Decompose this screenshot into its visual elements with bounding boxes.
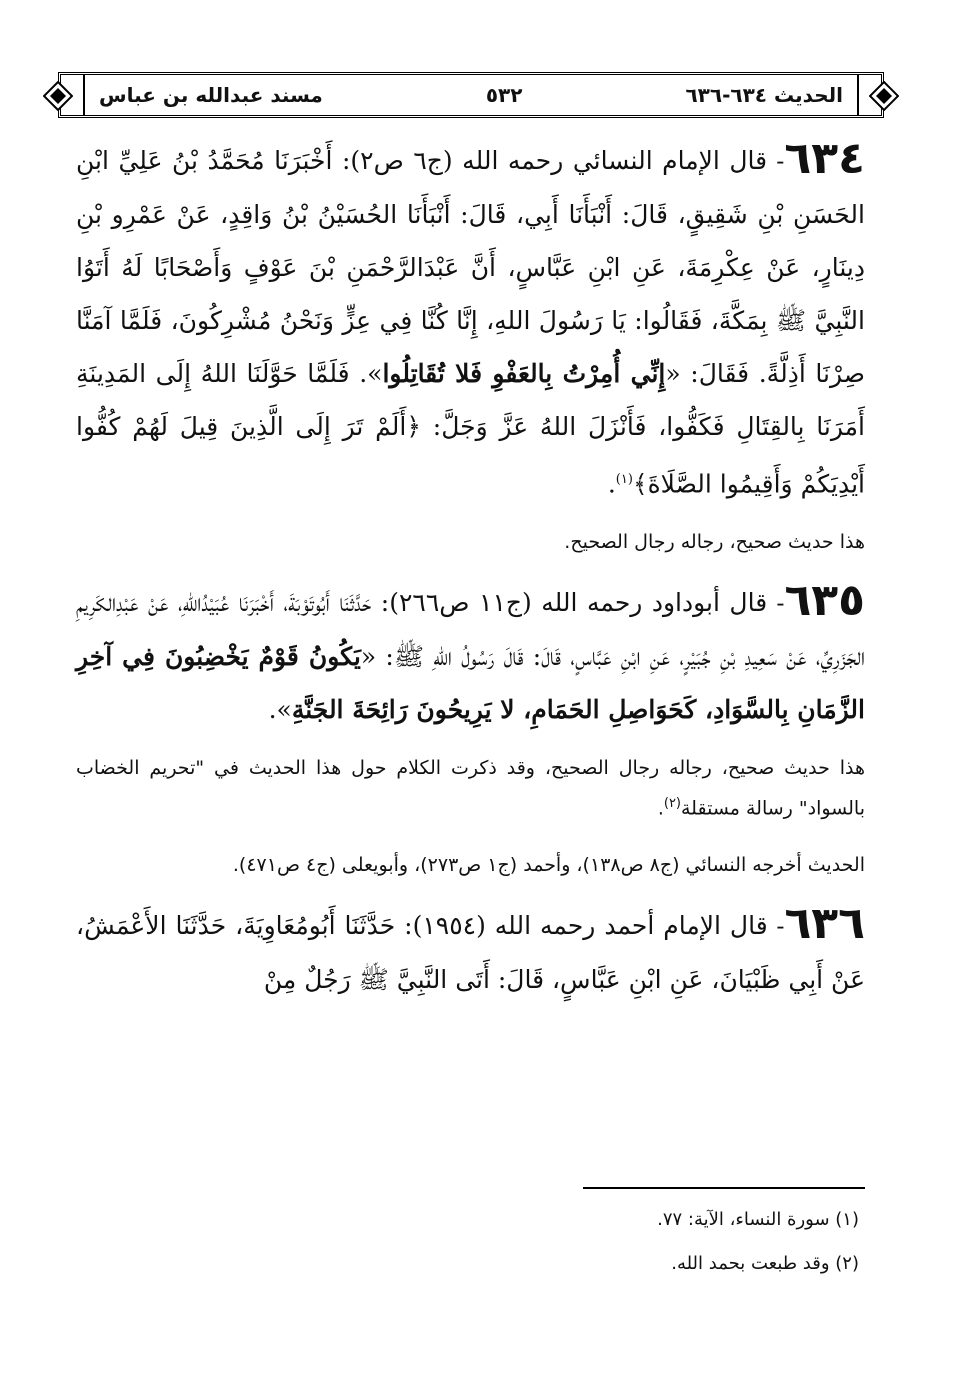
hadith-quote: يَكُونُ قَوْمٌ يَخْضِبُونَ فِي آخِرِ الزَّمَانِ بِالسَّوَادِ، كَحَوَاصِلِ الحَمَامِ، لا يَرِيحُونَ رَائِحَةَ الجَنَّةِ <box>76 642 865 725</box>
hadith-text: قال الإمام أحمد رحمه الله (١٩٥٤): حَدَّثَنَا أَبُومُعَاوِيَةَ، حَدَّثَنَا الأَعْمَشُ، عَنْ أَبِي ظَبْيَانَ، عَنِ ابْنِ عَبَّاسٍ، قَالَ: أَتَى النَّبِيَّ ﷺ رَجُلٌ مِنْ <box>76 910 865 994</box>
header-chapter: الحديث ٦٣٤-٦٣٦ <box>685 83 843 107</box>
hadith-quote: إِنِّي أُمِرْتُ بِالعَفْوِ فَلا تُقَاتِلُوا <box>382 359 666 388</box>
hadith-number: ٦٣٤ <box>784 133 865 184</box>
hadith-number: ٦٣٥ <box>784 575 866 627</box>
ornament-icon <box>43 81 73 111</box>
hadith-635: ٦٣٥- قال أبوداود رحمه الله (ج١١ ص٢٦٦): حَدَّثَنَا أَبُوتَوْبَةَ، أَخْبَرَنَا عُبَيْدُاللهِ، عَنْ عَبْدِالكَرِيمِ الجَزَرِيِّ، عَنْ سَعِيدِ بْنِ جُبَيْرٍ، عَنِ ابْنِ عَبَّاسٍ، قَالَ: قَالَ رَسُولُ اللهِ ﷺ: «يَكُونُ قَوْمٌ يَخْضِبُونَ فِي آخِرِ الزَّمَانِ بِالسَّوَادِ، كَحَوَاصِلِ الحَمَامِ، لا يَرِيحُونَ رَائِحَةَ الجَنَّةِ». <box>76 575 866 725</box>
ornament-icon <box>869 81 899 111</box>
hadith-634: ٦٣٤- قال الإمام النسائي رحمه الله (ج٦ ص٢): أَخْبَرَنَا مُحَمَّدُ بْنُ عَلِيِّ ابْنِ الحَسَنِ بْنِ شَقِيقٍ، قَالَ: أَنْبَأَنَا أَبِي، قَالَ: أَنْبَأَنَا الحُسَيْنُ بْنُ وَاقِدٍ، عَنْ عَمْرِو بْنِ دِينَارٍ، عَنْ عِكْرِمَةَ، عَنِ ابْنِ عَبَّاسٍ، أَنَّ عَبْدَالرَّحْمَنِ بْنَ عَوْفٍ وَأَصْحَابًا لَهُ أَتَوُا النَّبِيَّ ﷺ بِمَكَّةَ، فَقَالُوا: يَا رَسُولَ اللهِ، إِنَّا كُنَّا فِي عِزٍّ وَنَحْنُ مُشْرِكُونَ، فَلَمَّا آمَنَّا صِرْنَا أَذِلَّةً. فَقَالَ: «إِنِّي أُمِرْتُ بِالعَفْوِ فَلا تُقَاتِلُوا». فَلَمَّا حَوَّلَنَا اللهُ إِلَى المَدِينَةِ أَمَرَنَا بِالقِتَالِ فَكَفُّوا، فَأَنْزَلَ اللهُ عَزَّ وَجَلَّ: ﴿أَلَمْ تَرَ إِلَى الَّذِينَ قِيلَ لَهُمْ كُفُّوا أَيْدِيَكُمْ وَأَقِيمُوا الصَّلَاةَ﴾$^{(١)}$. <box>76 133 865 499</box>
hadith-text: قال أبوداود رحمه الله (ج١١ ص٢٦٦): حَدَّثَنَا أَبُوتَوْبَةَ، أَخْبَرَنَا عُبَيْدُاللهِ، عَنْ عَبْدِالكَرِيمِ الجَزَرِيِّ، عَنْ سَعِيدِ بْنِ جُبَيْرٍ، عَنِ ابْنِ عَبَّاسٍ، قَالَ: قَالَ رَسُولُ اللهِ ﷺ: « <box>76 588 865 672</box>
footnote-divider <box>583 1187 865 1189</box>
footnote-ref: (٢) <box>663 796 681 812</box>
page-number: ٥٣٢ <box>485 83 523 107</box>
takhrij-note: الحديث أخرجه النسائي (ج٨ ص١٣٨)، وأحمد (ج١ ص٢٧٣)، وأبويعلى (ج٤ ص٤٧١). <box>232 853 865 876</box>
page-header <box>58 72 884 118</box>
footnote-2: (٢) وقد طبعت بحمد الله. <box>671 1253 859 1274</box>
hadith-636: ٦٣٦- قال الإمام أحمد رحمه الله (١٩٥٤): حَدَّثَنَا أَبُومُعَاوِيَةَ، حَدَّثَنَا الأَعْمَشُ، عَنْ أَبِي ظَبْيَانَ، عَنِ ابْنِ عَبَّاسٍ، قَالَ: أَتَى النَّبِيَّ ﷺ رَجُلٌ مِنْ <box>76 897 866 994</box>
grading-note: هذا حديث صحيح، رجاله رجال الصحيح. <box>564 531 865 554</box>
footnote-ref: (١) <box>615 472 633 487</box>
hadith-text-cont: ». فَلَمَّا حَوَّلَنَا اللهُ إِلَى المَدِينَةِ أَمَرَنَا بِالقِتَالِ فَكَفُّوا، فَأَنْزَلَ اللهُ عَزَّ وَجَلَّ: ﴿أَلَمْ تَرَ إِلَى الَّذِينَ قِيلَ لَهُمْ كُفُّوا أَيْدِيَكُمْ وَأَقِيمُوا الصَّلَاةَ﴾ <box>76 359 865 499</box>
footnotes <box>300 1206 859 1294</box>
header-book-title: مسند عبدالله بن عباس <box>99 83 323 107</box>
hadith-number: ٦٣٦ <box>784 897 866 949</box>
footnote-1: (١) سورة النساء، الآية: ٧٧. <box>657 1209 859 1230</box>
hadith-text: قال الإمام النسائي رحمه الله (ج٦ ص٢): أَخْبَرَنَا مُحَمَّدُ بْنُ عَلِيِّ ابْنِ الحَسَنِ بْنِ شَقِيقٍ، قَالَ: أَنْبَأَنَا أَبِي، قَالَ: أَنْبَأَنَا الحُسَيْنُ بْنُ وَاقِدٍ، عَنْ عَمْرِو بْنِ دِينَارٍ، عَنْ عِكْرِمَةَ، عَنِ ابْنِ عَبَّاسٍ، أَنَّ عَبْدَالرَّحْمَنِ بْنَ عَوْفٍ وَأَصْحَابًا لَهُ أَتَوُا النَّبِيَّ ﷺ بِمَكَّةَ، فَقَالُوا: يَا رَسُولَ اللهِ، إِنَّا كُنَّا فِي عِزٍّ وَنَحْنُ مُشْرِكُونَ، فَلَمَّا آمَنَّا صِرْنَا أَذِلَّةً. فَقَالَ: « <box>76 146 865 388</box>
grading-note: هذا حديث صحيح، رجاله رجال الصحيح، وقد ذكرت الكلام حول هذا الحديث في "تحريم الخضاب بالسواد" رسالة مستقلة$^{(٢)}$. <box>76 757 865 820</box>
page-body <box>76 132 865 1006</box>
